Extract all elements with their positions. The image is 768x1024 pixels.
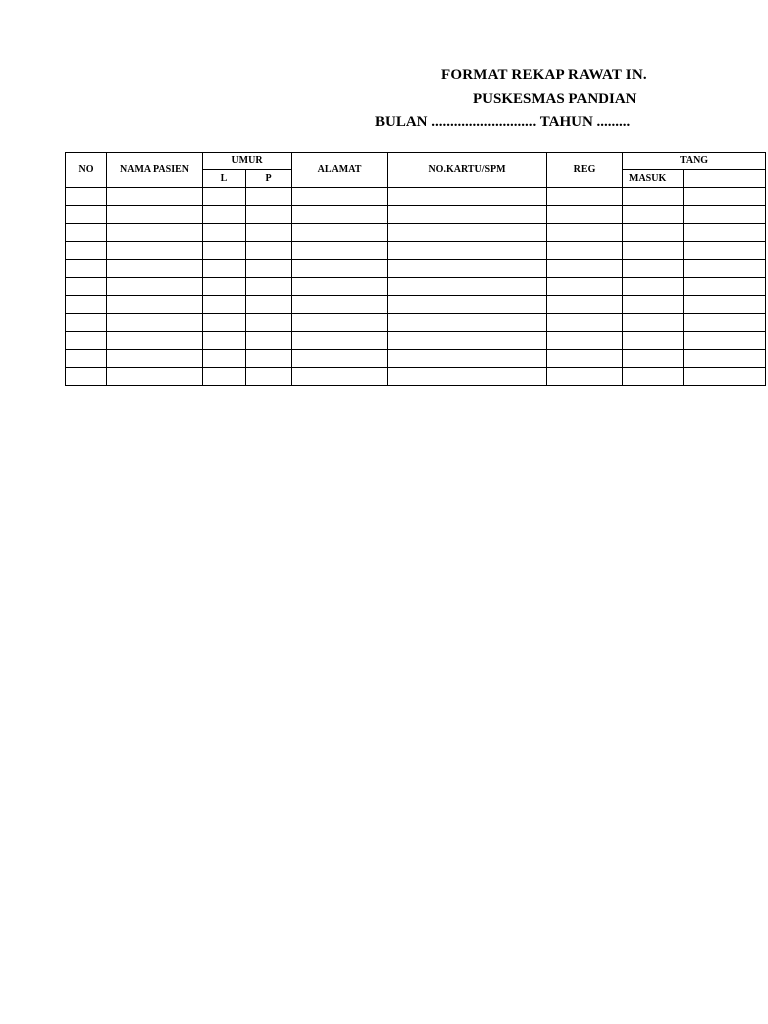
table-cell[interactable] xyxy=(547,260,623,278)
table-cell[interactable] xyxy=(684,206,766,224)
table-cell[interactable] xyxy=(684,242,766,260)
table-cell[interactable] xyxy=(107,350,203,368)
table-cell[interactable] xyxy=(292,260,388,278)
table-row xyxy=(66,332,766,350)
table-cell[interactable] xyxy=(107,368,203,386)
col-header-no: NO xyxy=(66,153,107,188)
table-cell[interactable] xyxy=(388,368,547,386)
table-cell[interactable] xyxy=(203,350,246,368)
table-cell[interactable] xyxy=(203,278,246,296)
table-cell[interactable] xyxy=(623,332,684,350)
table-cell[interactable] xyxy=(292,332,388,350)
table-cell[interactable] xyxy=(547,188,623,206)
table-cell[interactable] xyxy=(107,278,203,296)
col-header-alamat: ALAMAT xyxy=(292,153,388,188)
table-cell[interactable] xyxy=(107,224,203,242)
table-cell[interactable] xyxy=(203,260,246,278)
table-cell[interactable] xyxy=(107,296,203,314)
table-cell[interactable] xyxy=(388,242,547,260)
table-cell[interactable] xyxy=(388,206,547,224)
col-header-tanggal: TANG xyxy=(623,153,766,170)
table-cell[interactable] xyxy=(107,188,203,206)
rekap-table xyxy=(65,152,766,386)
table-row xyxy=(66,368,766,386)
table-cell[interactable] xyxy=(66,314,107,332)
table-cell[interactable] xyxy=(246,314,292,332)
table-cell[interactable] xyxy=(246,242,292,260)
table-cell[interactable] xyxy=(388,296,547,314)
table-cell[interactable] xyxy=(203,224,246,242)
col-header-umur: UMUR xyxy=(203,153,292,170)
table-cell[interactable] xyxy=(203,242,246,260)
table-cell[interactable] xyxy=(246,188,292,206)
table-row xyxy=(66,188,766,206)
table-cell[interactable] xyxy=(66,188,107,206)
table-cell[interactable] xyxy=(66,224,107,242)
table-cell[interactable] xyxy=(684,368,766,386)
table-row xyxy=(66,224,766,242)
table-cell[interactable] xyxy=(292,242,388,260)
table-cell[interactable] xyxy=(246,224,292,242)
table-cell[interactable] xyxy=(388,332,547,350)
table-cell[interactable] xyxy=(66,260,107,278)
table-cell[interactable] xyxy=(623,224,684,242)
table-cell[interactable] xyxy=(547,296,623,314)
table-cell[interactable] xyxy=(547,314,623,332)
table-cell[interactable] xyxy=(388,314,547,332)
table-row xyxy=(66,242,766,260)
table-cell[interactable] xyxy=(388,350,547,368)
table-cell[interactable] xyxy=(547,206,623,224)
table-cell[interactable] xyxy=(292,278,388,296)
table-cell[interactable] xyxy=(623,296,684,314)
table-cell[interactable] xyxy=(246,296,292,314)
table-cell[interactable] xyxy=(107,332,203,350)
col-header-reg: REG xyxy=(547,153,623,188)
table-cell[interactable] xyxy=(246,332,292,350)
table-cell[interactable] xyxy=(203,296,246,314)
table-cell[interactable] xyxy=(623,188,684,206)
table-cell[interactable] xyxy=(66,350,107,368)
table-cell[interactable] xyxy=(246,350,292,368)
col-header-no-kartu: NO.KARTU/SPM xyxy=(388,153,547,188)
table-cell[interactable] xyxy=(292,224,388,242)
table-cell[interactable] xyxy=(107,242,203,260)
table-cell[interactable] xyxy=(684,350,766,368)
table-cell[interactable] xyxy=(547,278,623,296)
table-cell[interactable] xyxy=(623,368,684,386)
table-cell[interactable] xyxy=(388,188,547,206)
col-header-umur-l: L xyxy=(203,170,246,188)
table-cell[interactable] xyxy=(292,350,388,368)
table-cell[interactable] xyxy=(623,206,684,224)
report-period: BULAN ............................ TAHUN ......... xyxy=(375,114,631,130)
table-cell[interactable] xyxy=(547,350,623,368)
table-cell[interactable] xyxy=(547,242,623,260)
table-cell[interactable] xyxy=(203,206,246,224)
table-cell[interactable] xyxy=(66,296,107,314)
table-cell[interactable] xyxy=(66,242,107,260)
table-cell[interactable] xyxy=(203,368,246,386)
table-cell[interactable] xyxy=(246,368,292,386)
table-cell[interactable] xyxy=(388,224,547,242)
col-header-keluar xyxy=(684,170,766,188)
table-cell[interactable] xyxy=(684,224,766,242)
table-cell[interactable] xyxy=(66,368,107,386)
table-cell[interactable] xyxy=(623,278,684,296)
table-cell[interactable] xyxy=(292,188,388,206)
table-cell[interactable] xyxy=(292,368,388,386)
table-cell[interactable] xyxy=(547,368,623,386)
table-cell[interactable] xyxy=(66,278,107,296)
table-row xyxy=(66,296,766,314)
table-cell[interactable] xyxy=(623,350,684,368)
table-row xyxy=(66,278,766,296)
table-cell[interactable] xyxy=(388,260,547,278)
table-cell[interactable] xyxy=(66,332,107,350)
report-title: FORMAT REKAP RAWAT IN. xyxy=(441,67,647,83)
col-header-masuk: MASUK xyxy=(623,170,684,188)
table-cell[interactable] xyxy=(246,206,292,224)
table-cell[interactable] xyxy=(547,332,623,350)
table-cell[interactable] xyxy=(292,206,388,224)
table-cell[interactable] xyxy=(684,260,766,278)
report-subtitle: PUSKESMAS PANDIAN xyxy=(473,91,637,107)
table-cell[interactable] xyxy=(203,188,246,206)
table-cell[interactable] xyxy=(684,278,766,296)
table-cell[interactable] xyxy=(66,206,107,224)
table-cell[interactable] xyxy=(684,314,766,332)
table-cell[interactable] xyxy=(623,260,684,278)
table-cell[interactable] xyxy=(203,314,246,332)
table-cell[interactable] xyxy=(623,242,684,260)
table-cell[interactable] xyxy=(107,260,203,278)
table-cell[interactable] xyxy=(246,278,292,296)
table-cell[interactable] xyxy=(107,314,203,332)
table-row xyxy=(66,314,766,332)
table-row xyxy=(66,350,766,368)
table-cell[interactable] xyxy=(623,314,684,332)
table-body xyxy=(66,188,766,386)
table-row xyxy=(66,260,766,278)
table-cell[interactable] xyxy=(684,296,766,314)
col-header-umur-p: P xyxy=(246,170,292,188)
table-cell[interactable] xyxy=(684,188,766,206)
table-cell[interactable] xyxy=(203,332,246,350)
table-cell[interactable] xyxy=(547,224,623,242)
table-cell[interactable] xyxy=(292,314,388,332)
table-cell[interactable] xyxy=(292,296,388,314)
table-cell[interactable] xyxy=(388,278,547,296)
table-cell[interactable] xyxy=(107,206,203,224)
table-row xyxy=(66,206,766,224)
table-cell[interactable] xyxy=(246,260,292,278)
col-header-nama-pasien: NAMA PASIEN xyxy=(107,153,203,188)
table-cell[interactable] xyxy=(684,332,766,350)
